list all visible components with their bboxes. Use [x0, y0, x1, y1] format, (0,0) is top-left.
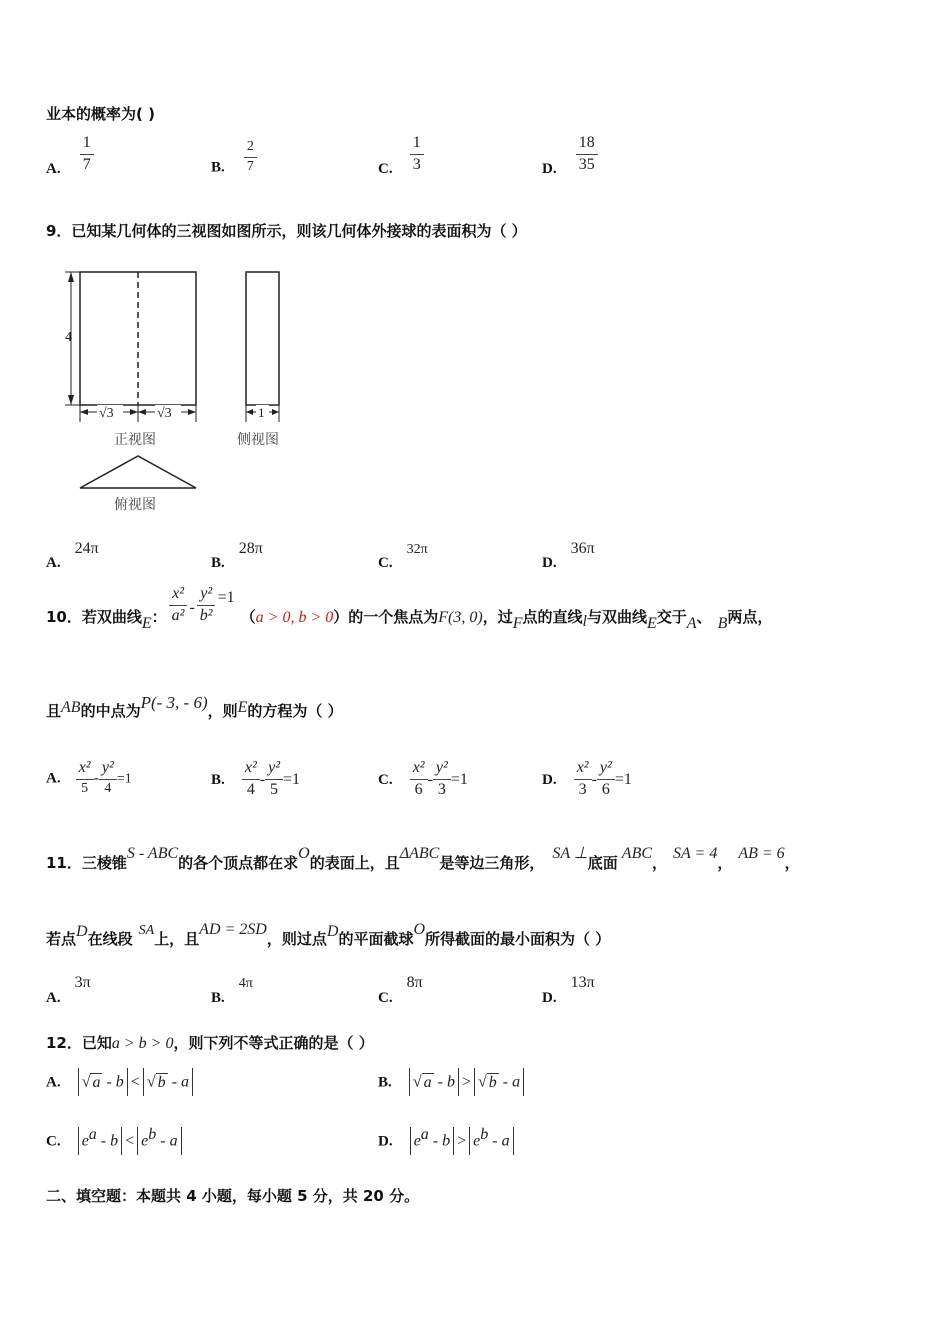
option-label: B. [211, 159, 225, 176]
front-view-caption: 正视图 [114, 432, 156, 448]
equals-one: =1 [283, 770, 301, 788]
fraction-numerator: 1 [80, 135, 94, 155]
radicand: b [488, 1073, 497, 1091]
q10-option-d [542, 760, 632, 799]
q11-text: ΔABC [399, 845, 440, 862]
side-view-caption: 侧视图 [237, 432, 279, 448]
q8-option-d [542, 135, 598, 178]
minus-sign: - [93, 769, 99, 787]
comparison-operator: > [461, 1073, 471, 1091]
exponent: a [88, 1126, 97, 1143]
minus-sign: - [259, 770, 266, 788]
option-label: B. [211, 771, 225, 788]
q11-text: 若点 [46, 930, 77, 948]
q11-text: 在线段 [87, 930, 133, 948]
option-value: 24π [74, 540, 99, 557]
q10-text: =1 [217, 588, 235, 606]
option-label: B. [211, 990, 225, 1006]
option-value: 36π [570, 540, 595, 557]
q11-option-b [211, 972, 253, 1006]
q11-text: D [76, 923, 88, 940]
q11-option-c [378, 972, 423, 1006]
fraction-numerator: x² [76, 760, 94, 780]
option-label: D. [542, 555, 557, 571]
term: - b [433, 1073, 455, 1091]
q10-text: l [582, 612, 587, 630]
q10-text: ，则 [207, 702, 238, 720]
term: - a [498, 1073, 521, 1091]
q10-text: E [646, 614, 657, 632]
q11-text: SA = 4 [673, 845, 718, 862]
minus-sign: - [427, 770, 433, 788]
term: - a [167, 1073, 189, 1091]
q11-text: ， [717, 854, 733, 872]
q10-text: F(3, 0) [438, 608, 483, 626]
option-value: 13π [570, 974, 595, 991]
fraction-denominator: 5 [81, 780, 89, 796]
q10-option-b [211, 760, 300, 799]
three-view-figure [55, 250, 305, 520]
q8-option-a [46, 135, 94, 178]
width-label-left: √3 [99, 406, 114, 421]
exp-base: e [473, 1132, 481, 1150]
q9-stem: 9．已知某几何体的三视图如图所示，则该几何体外接球的表面积为（ ） [46, 222, 527, 240]
fraction-denominator: 6 [414, 780, 423, 798]
minus-sign: - [591, 770, 597, 788]
q11-text: ， [784, 854, 800, 872]
q10-text: 10．若双曲线 [46, 607, 142, 626]
option-label: D. [378, 1133, 393, 1150]
q12-stem [46, 1032, 374, 1053]
q11-text: 上，且 [154, 930, 200, 948]
q12-text: ，则下列不等式正确的是（ ） [173, 1034, 374, 1052]
height-label: 4 [65, 330, 72, 345]
q10-text: 点的直线 [522, 607, 583, 626]
fraction-denominator: a² [171, 606, 185, 624]
radicand: a [423, 1073, 432, 1091]
fraction-denominator: 3 [578, 780, 587, 798]
exponent: b [480, 1126, 489, 1143]
q8-option-c [378, 135, 424, 178]
q9-option-c [378, 538, 428, 571]
q11-text: ABC [621, 845, 653, 862]
q10-text: ，过 [482, 607, 513, 626]
width-label-right: √3 [157, 406, 172, 421]
fraction-denominator: b² [199, 606, 213, 624]
q10-text: 且 [46, 702, 62, 720]
option-label: A. [46, 990, 61, 1006]
q11-text: 所得截面的最小面积为（ ） [425, 930, 611, 948]
fraction-denominator: 4 [104, 780, 112, 796]
fraction-numerator: 2 [244, 140, 257, 158]
option-label: B. [378, 1074, 392, 1091]
exponent: b [148, 1126, 157, 1143]
q11-text: SA [138, 923, 155, 938]
option-label: C. [46, 1133, 61, 1150]
q10-text: （ [240, 607, 256, 626]
q10-line2 [46, 693, 343, 721]
q9-option-d [542, 538, 595, 571]
option-label: C. [378, 771, 393, 788]
fraction-denominator: 6 [601, 780, 610, 798]
fraction-numerator: y² [197, 586, 215, 606]
option-label: C. [378, 160, 393, 177]
q10-text: 的方程为（ ） [247, 702, 343, 720]
fraction-numerator: y² [597, 760, 615, 780]
option-label: D. [542, 160, 557, 177]
q11-text: D [326, 923, 339, 940]
q10-line1: 10．若双曲线E： $\frac{\text{x²}}{\text{a²}}$ - $\frac{\text{y²}}{\text{b²}}$ =1（a > 0, b > 0）的一个焦点为F(3, 0)，过F点的直线l与双曲线E交于A、 B两点， [46, 585, 773, 632]
equals-one: =1 [614, 770, 632, 788]
q11-text: SA ⊥ [552, 845, 588, 862]
q11-text: AD = 2SD [199, 921, 267, 938]
fraction-numerator: x² [169, 586, 187, 606]
q8-option-b [211, 140, 257, 177]
q9-option-b [211, 538, 263, 571]
q11-text: 是等边三角形， [439, 854, 545, 872]
option-value: 4π [238, 976, 253, 991]
fraction-denominator: 7 [246, 158, 254, 174]
q10-condition: a > 0, b > 0 [255, 608, 334, 626]
q10-text: F [512, 614, 523, 632]
q10-text: 的中点为 [80, 702, 141, 720]
q11-text: ， [652, 854, 668, 872]
term: - a [488, 1132, 510, 1150]
top-view-caption: 俯视图 [114, 497, 156, 513]
q11-line2 [46, 921, 611, 949]
q11-text: 底面 [587, 854, 618, 872]
option-label: A. [46, 555, 61, 571]
option-label: C. [378, 555, 393, 571]
q11-option-d [542, 972, 595, 1006]
q12-text: 12．已知 [46, 1034, 112, 1052]
equals-one: =1 [450, 770, 468, 788]
q12-option-a: A. √ a - b < √ b - a [46, 1068, 196, 1096]
top-view [80, 456, 196, 488]
side-width-label: 1 [258, 405, 265, 420]
fraction-numerator: y² [99, 760, 117, 780]
term: - b [96, 1132, 119, 1150]
radicand: b [157, 1073, 166, 1091]
q10-text: 、 [696, 607, 712, 626]
q11-text: 11．三棱锥 [46, 854, 127, 872]
option-value: 3π [74, 974, 91, 991]
q11-text: AB = 6 [738, 845, 785, 862]
q11-text: 的表面上，且 [309, 854, 400, 872]
option-value: 28π [238, 540, 263, 557]
exp-base: e [413, 1132, 421, 1150]
q12-option-b: B. √ a - b > √ b - a [378, 1068, 527, 1096]
q11-text: S - ABC [126, 845, 179, 862]
fraction-denominator: 7 [82, 155, 91, 173]
option-label: A. [46, 770, 61, 787]
q10-text: P(- 3, - 6) [140, 693, 208, 712]
fraction-numerator: 18 [576, 135, 598, 155]
q10-text: E [141, 614, 152, 632]
q12-option-c [46, 1126, 185, 1155]
q10-text: AB [61, 699, 81, 716]
exp-base: e [141, 1132, 149, 1150]
option-value: 32π [406, 542, 428, 557]
q11-text: O [298, 845, 310, 862]
q10-text: A [686, 614, 697, 632]
q11-line1 [46, 845, 800, 873]
fraction-denominator: 3 [437, 780, 446, 798]
option-label: B. [211, 555, 225, 571]
q10-text: 两点， [727, 607, 773, 626]
fraction-denominator: 5 [270, 780, 279, 798]
exp-base: e [81, 1132, 89, 1150]
q11-text: 的各个顶点都在求 [178, 854, 299, 872]
q10-text: 交于 [656, 607, 687, 626]
option-label: A. [46, 1074, 61, 1091]
radicand: a [92, 1073, 101, 1091]
fraction-numerator: x² [242, 760, 260, 780]
term: - a [156, 1132, 178, 1150]
front-view [65, 272, 196, 422]
fraction-numerator: y² [265, 760, 283, 780]
q12-condition: a > b > 0 [111, 1035, 174, 1052]
term: - b [428, 1132, 451, 1150]
q10-text: E [237, 699, 248, 716]
q8-stem: 业本的概率为( ) [46, 105, 155, 123]
q11-option-a [46, 972, 91, 1006]
q10-text: ）的一个焦点为 [333, 607, 439, 626]
comparison-operator: > [457, 1132, 467, 1150]
q10-text: B [717, 614, 728, 632]
fraction-denominator: 35 [578, 155, 595, 173]
fraction-numerator: x² [574, 760, 592, 780]
option-label: D. [542, 771, 557, 788]
fraction-numerator: y² [433, 760, 451, 780]
fraction-denominator: 3 [412, 155, 421, 173]
q9-option-a [46, 538, 99, 571]
comparison-operator: < [130, 1073, 140, 1091]
q10-text: ： [151, 607, 167, 626]
q11-text: ，则过点 [266, 930, 327, 948]
option-label: D. [542, 990, 557, 1006]
comparison-operator: < [125, 1132, 135, 1150]
fraction-numerator: x² [410, 760, 428, 780]
term: - b [102, 1073, 124, 1091]
exponent: a [420, 1126, 429, 1143]
fraction-numerator: 1 [410, 135, 424, 155]
q12-option-d [378, 1126, 517, 1155]
option-value: 8π [406, 974, 423, 991]
side-view [246, 272, 279, 422]
equals-one: =1 [116, 771, 132, 787]
option-label: A. [46, 160, 61, 177]
q10-option-c [378, 760, 468, 799]
section-heading: 二、填空题：本题共 4 小题，每小题 5 分，共 20 分。 [46, 1187, 420, 1205]
fraction-denominator: 4 [246, 780, 255, 798]
q10-option-a [46, 760, 132, 796]
q10-text: 与双曲线 [586, 607, 647, 626]
q11-text: 的平面截球 [338, 930, 414, 948]
q11-text: O [413, 921, 426, 938]
option-label: C. [378, 990, 393, 1006]
